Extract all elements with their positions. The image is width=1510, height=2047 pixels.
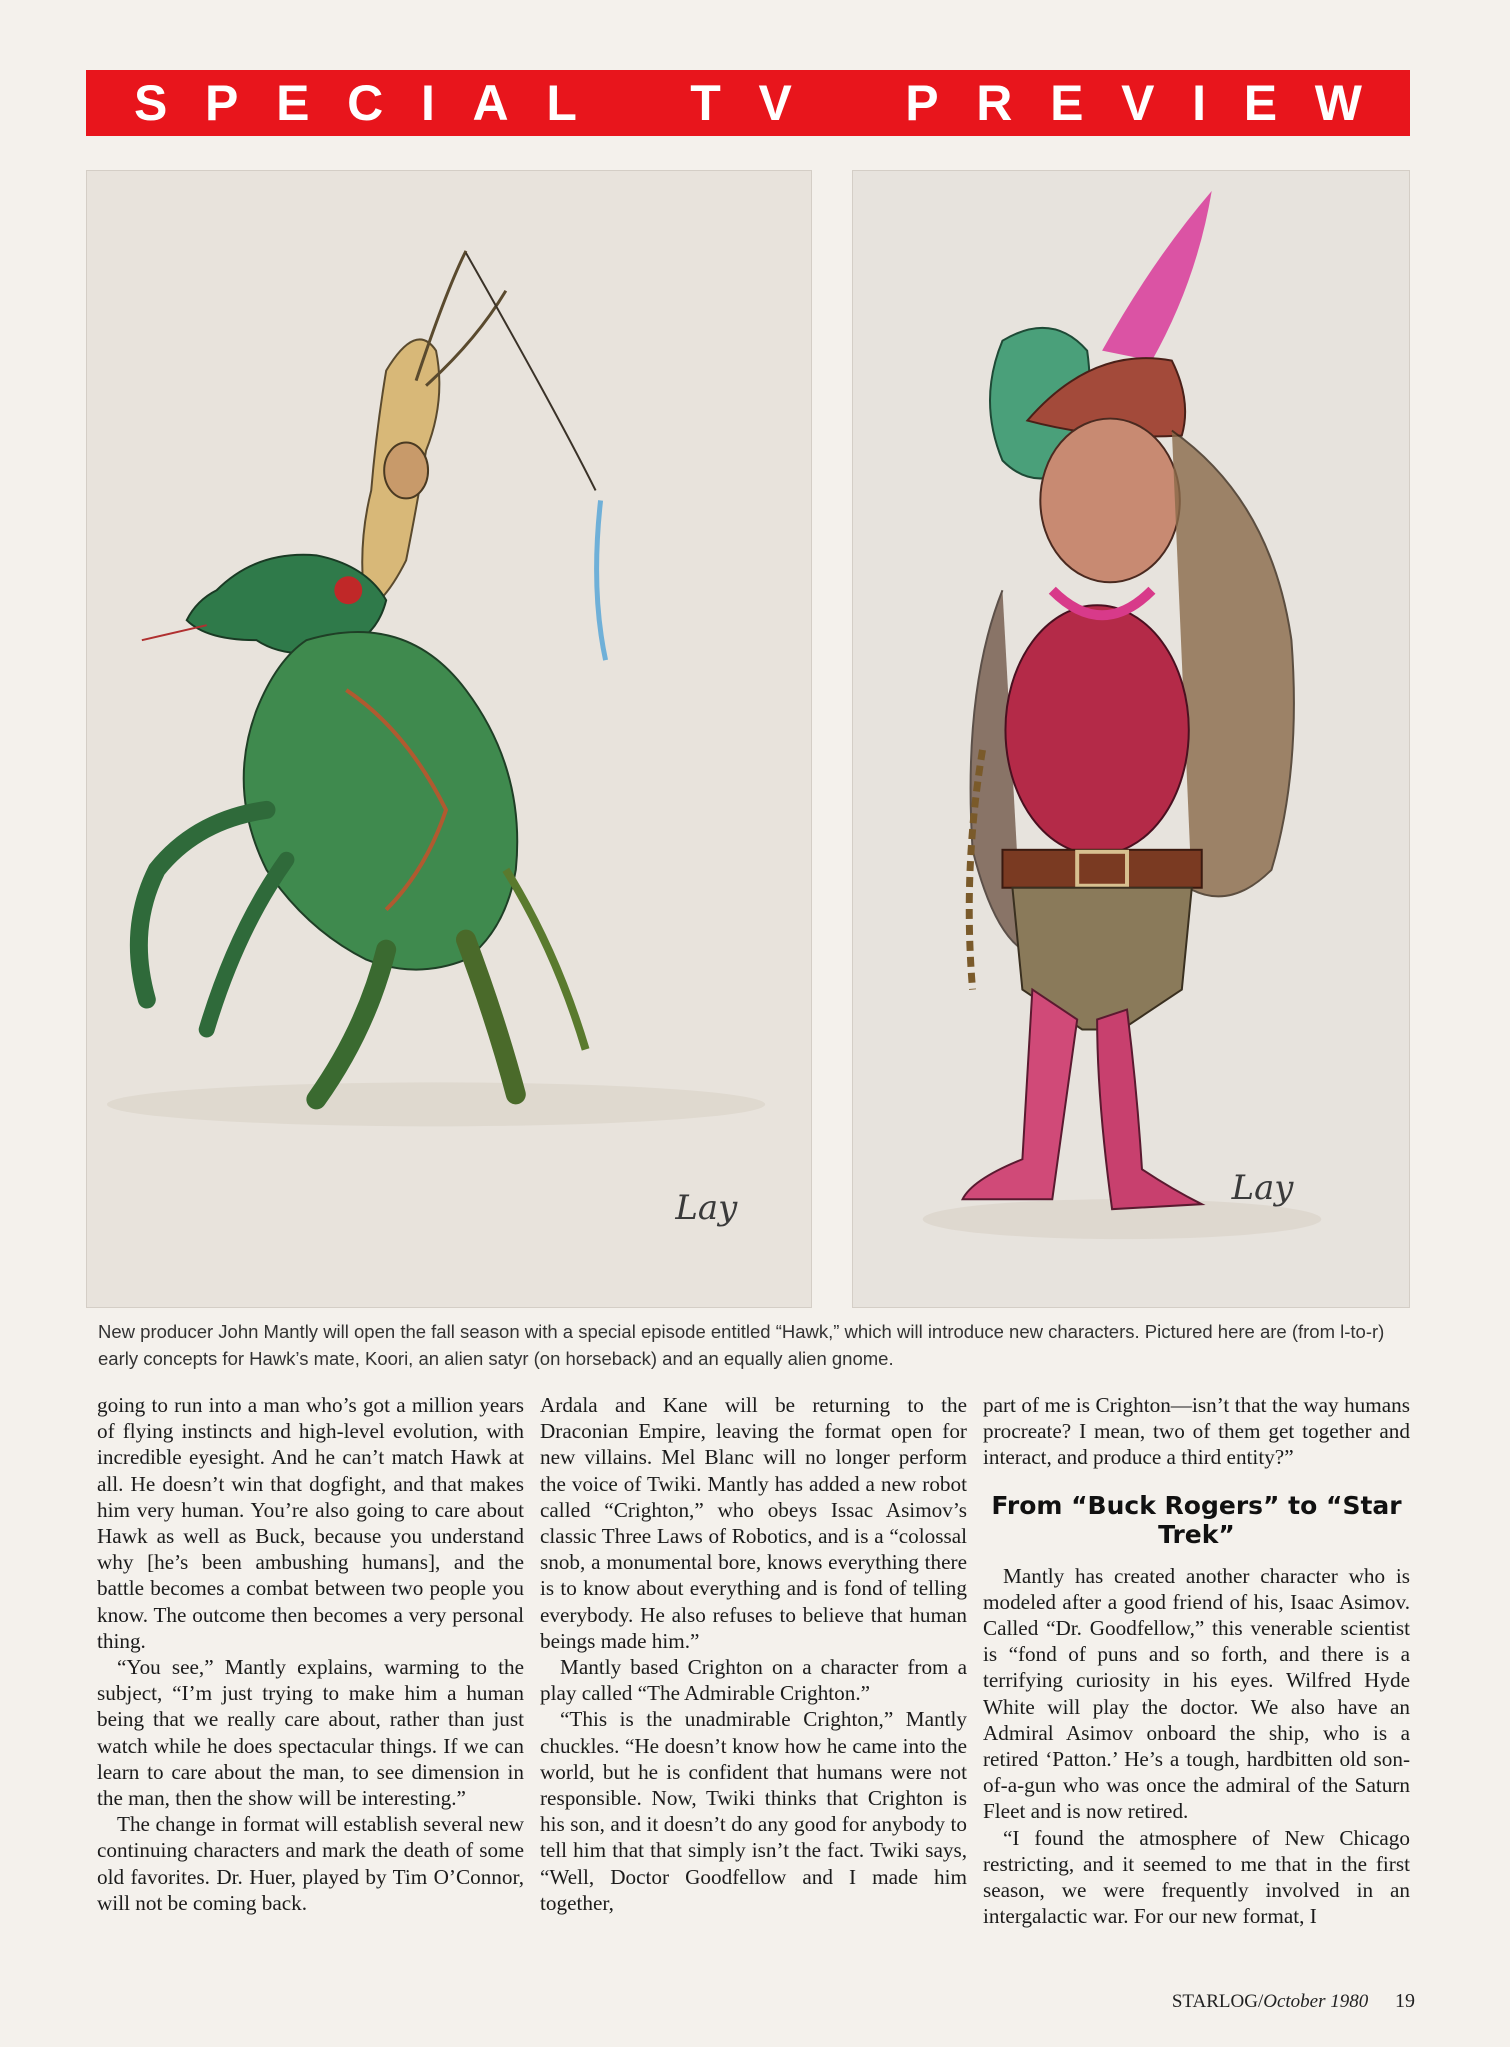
illustration-satyr-on-mount: [86, 170, 812, 1308]
banner-letter: P: [205, 75, 239, 131]
banner-letter: E: [1050, 75, 1084, 131]
artist-signature-left: Lay: [675, 1188, 738, 1228]
article-column-1: [97, 1392, 524, 1916]
article-column-3: [983, 1392, 1410, 1929]
paragraph: going to run into a man who’s got a million years of flying instincts and high-level evolution, with incredible eyesight. And he can’t match Hawk at all. He doesn’t win that dogfight, and that makes him very human. You’re also going to care about Hawk as well as Buck, because you understand why [he’s been ambushing humans], and the battle becomes a combat between two people you know. The outcome then becomes a very personal thing.: [97, 1393, 524, 1653]
page-footer: [1095, 1990, 1415, 2013]
issue-date: October 1980: [1263, 1991, 1369, 2012]
paragraph: Mantly has created another character who is modeled after a good friend of his, Isaac Asimov. Called “Dr. Goodfellow,” this venerable scientist is “fond of puns and so forth, and there is a terrifying curiosity in his eyes. Wilfred Hyde White will play the doctor. We also have an Admiral Asimov onboard the ship, who is a retired ‘Patton.’ He’s a tough, hardbitten old son-of-a-gun who was once the admiral of the Saturn Fleet and is now retired.: [983, 1563, 1410, 1824]
banner-letter: V: [758, 75, 792, 131]
paragraph: “I found the atmosphere of New Chicago restricting, and it seemed to me that in the first season, we were frequently involved in an intergalactic war. For our new format, I: [983, 1825, 1410, 1929]
banner-letter: E: [276, 75, 310, 131]
banner-letter: A: [472, 75, 509, 131]
subheading: From “Buck Rogers” to “Star Trek”: [991, 1490, 1402, 1549]
banner-letter: L: [546, 75, 577, 131]
banner-letter: C: [347, 75, 384, 131]
gnome-watercolor-sketch: [853, 171, 1409, 1307]
paragraph: part of me is Crighton—isn’t that the way humans procreate? I mean, two of them get together and interact, and produce a third entity?”: [983, 1393, 1410, 1470]
illustration-gnome: [852, 170, 1410, 1308]
artist-signature-right: Lay: [1231, 1168, 1294, 1208]
magazine-name: STARLOG/: [1171, 1991, 1264, 2012]
banner-letter: P: [905, 75, 939, 131]
banner-letter: R: [976, 75, 1013, 131]
article-column-2: [540, 1392, 967, 1916]
satyr-watercolor-sketch: [87, 171, 811, 1307]
banner-letter: E: [1243, 75, 1278, 131]
banner-letter: W: [1314, 75, 1362, 131]
banner-letter: I: [420, 75, 435, 131]
banner-letter: S: [134, 75, 168, 131]
page-number: 19: [1395, 1990, 1415, 2012]
section-banner: [86, 70, 1410, 136]
paragraph: Mantly based Crighton on a character from a play called “The Admirable Crighton.”: [540, 1655, 967, 1706]
paragraph: The change in format will establish several new continuing characters and mark the death of some old favorites. Dr. Huer, played by Tim O’Connor, will not be coming back.: [97, 1812, 524, 1915]
banner-letter: I: [1192, 75, 1207, 131]
paragraph: “This is the unadmirable Crighton,” Mantly chuckles. “He doesn’t know how he came into the world, but he is confident that humans were not responsible. Now, Twiki thinks that Crighton is his son, and it doesn’t do any good for anybody to tell him that that simply isn’t the fact. Twiki says, “Well, Doctor Goodfellow and I made him together,: [540, 1707, 967, 1915]
photo-caption: New producer John Mantly will open the fall season with a special episode entitled “Hawk,” which will introduce new characters. Pictured here are (from l-to-r) early concepts for Hawk’s mate, Koori, an alien satyr (on horseback) and an equally alien gnome.: [98, 1321, 1385, 1369]
banner-letter: V: [1121, 75, 1155, 131]
paragraph: Ardala and Kane will be returning to the Draconian Empire, leaving the format open for new villains. Mel Blanc will no longer perform the voice of Twiki. Mantly has added a new robot called “Crighton,” who obeys Issac Asimov’s classic Three Laws of Robotics, and is a “colossal snob, a monumental bore, knows everything there is to know about everything and is fond of telling everybody. He also refuses to believe that human beings made him.”: [540, 1393, 967, 1653]
banner-letter: T: [690, 75, 721, 131]
paragraph: “You see,” Mantly explains, warming to the subject, “I’m just trying to make him a human being that we really care about, rather than just watch while he does spectacular things. If we can learn to care about the man, to see dimension in the man, then the show will be interesting.”: [97, 1655, 524, 1811]
